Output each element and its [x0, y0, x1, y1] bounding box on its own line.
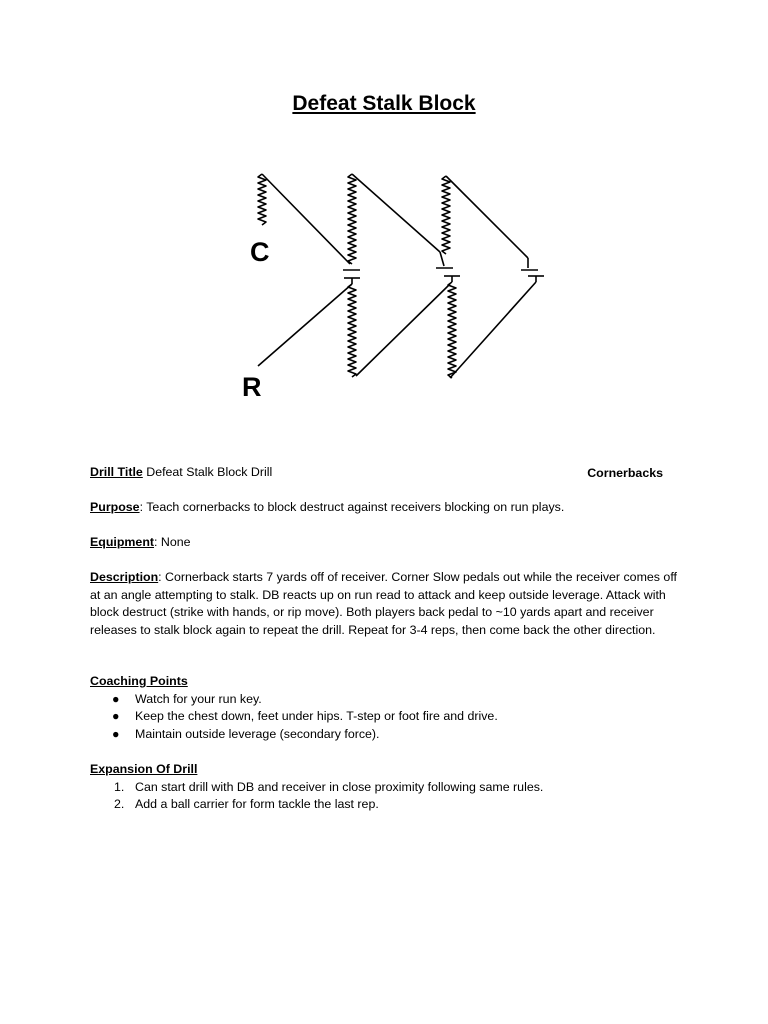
drill-title-value: Defeat Stalk Block Drill [142, 465, 273, 479]
drill-diagram [230, 160, 560, 410]
receiver-label: R [242, 372, 262, 402]
equipment-label: Equipment [90, 535, 155, 549]
receiver-stalk-path [356, 284, 450, 376]
receiver-stalk-path [450, 282, 536, 378]
purpose-text: : Teach cornerbacks to block destruct against receivers blocking on run plays. [139, 500, 565, 514]
list-item: ● Keep the chest down, feet under hips. T-step or foot fire and drive. [112, 709, 498, 724]
corner-attack-path [262, 174, 350, 264]
drill-title-label: Drill Title [90, 465, 143, 479]
corner-backpedal-path [442, 176, 450, 254]
list-item: ● Maintain outside leverage (secondary force). [112, 726, 380, 741]
list-item: ● Watch for your run key. [112, 691, 262, 706]
description-label: Description [90, 570, 159, 584]
corner-attack-path [446, 176, 528, 258]
position-group: Cornerbacks [587, 466, 663, 480]
coaching-points-label: Coaching Points [90, 674, 188, 688]
description-text: : Cornerback starts 7 yards off of receiver. Corner Slow pedals out while the receiver comes off at an angle attempting to stalk. DB reacts up on run read to attack and keep outside leverage. Attack with block destruct (strike with hands, or rip move). Both players back pedal to ~10 yards apart and receiver releases to stalk block again to repeat the drill. Repeat for 3-4 reps, then come back the other direction. [90, 570, 677, 637]
list-item: 1. Can start drill with DB and receiver in close proximity following same rules. [114, 779, 544, 794]
page-title: Defeat Stalk Block [292, 92, 476, 115]
equipment-section [90, 534, 680, 552]
list-item: 2. Add a ball carrier for form tackle the last rep. [114, 797, 379, 812]
expansion-section [90, 761, 680, 814]
equipment-text: : None [154, 535, 191, 549]
receiver-backpedal-path [448, 282, 456, 378]
coaching-points-list [90, 691, 680, 744]
receiver-backpedal-path [348, 284, 356, 377]
purpose-label: Purpose [90, 500, 140, 514]
expansion-label: Expansion Of Drill [90, 762, 198, 776]
description-section [90, 569, 680, 639]
purpose-section [90, 499, 680, 517]
receiver-stalk-path [258, 284, 352, 366]
corner-label: C [250, 237, 270, 267]
coaching-points-section [90, 673, 680, 743]
corner-backpedal-path [258, 174, 266, 225]
expansion-list [90, 779, 680, 814]
corner-attack-path [352, 174, 440, 252]
corner-backpedal-path [348, 174, 356, 264]
